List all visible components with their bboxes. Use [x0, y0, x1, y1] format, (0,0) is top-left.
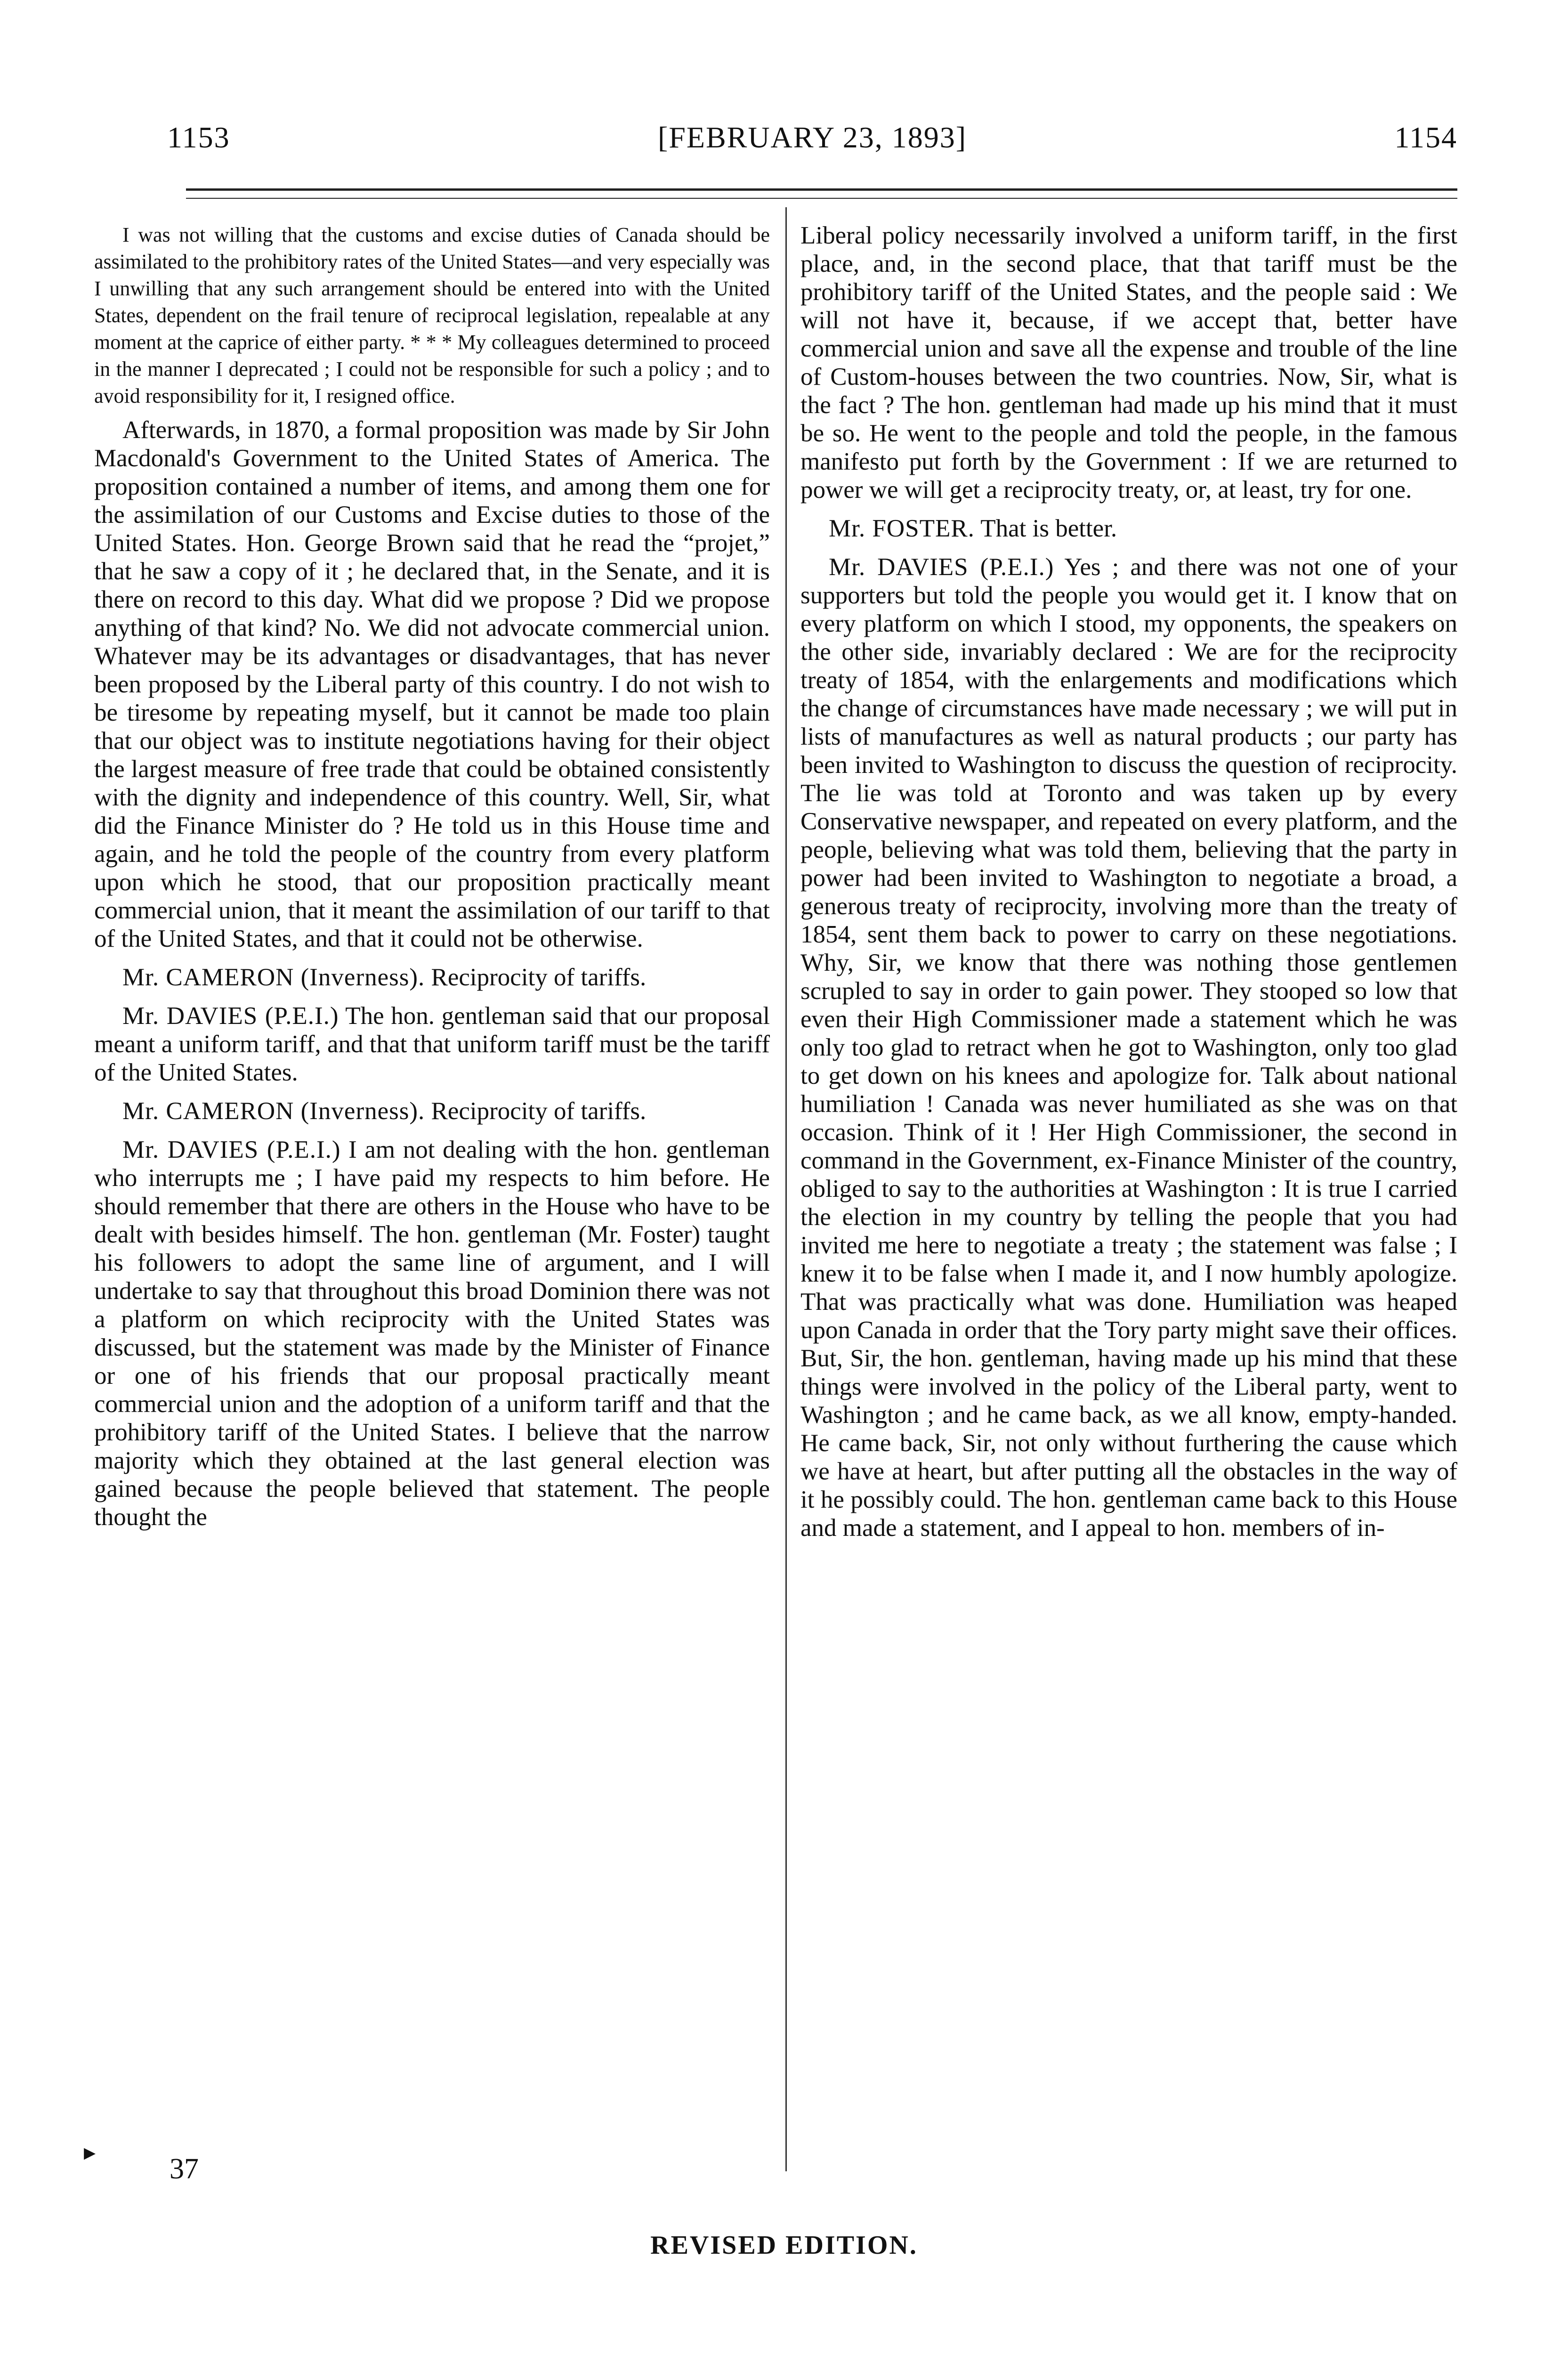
speech-text: Reciprocity of tariffs. — [431, 964, 647, 991]
right-column — [800, 221, 1457, 1552]
header-date: [FEBRUARY 23, 1893] — [657, 121, 967, 154]
speech — [94, 1136, 770, 1531]
paragraph: Afterwards, in 1870, a formal proposition was made by Sir John Macdonald's Government to the United States of America. The proposition contained a number of items, and among them one for the assimilation of our Customs and Excise duties to those of the United States. Hon. George Brown said that he read the “projet,” that he saw a copy of it ; he declared that, in the Senate, and it is there on record to this day. What did we propose ? Did we propose anything of that kind? No. We did not advocate commercial union. Whatever may be its advantages or disadvantages, that has never been proposed by the Liberal party of this country. I do not wish to be tiresome by repeating myself, but it cannot be made too plain that our object was to institute negotiations having for their object the largest measure of free trade that could be obtained consistently with the dignity and independence of this country. Well, Sir, what did the Finance Minister do ? He told us in this House time and again, and he told the people of the country from every platform upon which he stood, that our proposition practically meant commercial union, that it meant the assimilation of our tariff to that of the United States, and that it could not be otherwise. — [94, 416, 770, 952]
speech — [94, 1002, 770, 1087]
header-rule-thick — [186, 188, 1457, 191]
speech-text: Yes ; and there was not one of your supporters but told the people you would get it. I know that on every platform on which I stood, my opponents, the speakers on the other side, invariably declared : We are for the reciprocity treaty of 1854, with the enlargements and modifications which the change of circumstances have made necessary ; we will put in lists of manufactures as well as natural products ; our party has been invited to Washington to discuss the question of reciprocity. The lie was told at Toronto and was taken up by every Conservative newspaper, and repeated on every platform, and the people, believing what was told them, believing that the party in power had been invited to Washington to negotiate a broad, a generous treaty of reciprocity, involving more than the treaty of 1854, sent them back to power to carry on these negotiations. Why, Sir, we know that there was nothing those gentlemen scrupled to say in order to gain power. They stooped so low that even their High Commissioner made a statement which he was only too glad to retract when he got to Washington, only too glad to get down on his knees and apologize for. Talk about national humiliation ! Canada was never humiliated as she was on that occasion. Think of it ! Her High Commissioner, the second in command in the Government, ex-Finance Minister of the country, obliged to say to the authorities at Washington : It is true I carried the election in my country by telling the people that you had invited me here to negotiate a treaty ; the statement was false ; I knew it to be false when I made it, and I now humbly apologize. That was practically what was done. Humiliation was heaped upon Canada in order that the Tory party might save their offices. But, Sir, the hon. gentleman, having made up his mind that these things were involved in the policy of the Liberal party, went to Washington ; and he came back, as we all know, empty-handed. He came back, Sir, not only without furthering the cause which we have at heart, but after putting all the obstacles in the way of it he possibly could. The hon. gentleman came back to this House and made a statement, and I appeal to hon. members of in- — [800, 553, 1457, 1542]
speaker-name: Mr. CAMERON (Inverness). — [122, 964, 425, 991]
speech-text: Reciprocity of tariffs. — [431, 1097, 647, 1125]
speaker-name: Mr. DAVIES (P.E.I.) — [829, 553, 1054, 581]
page-number-left: 1153 — [167, 121, 230, 154]
column-divider — [785, 207, 787, 2171]
speech — [800, 514, 1457, 543]
edition-label: REVISED EDITION. — [650, 2231, 918, 2260]
speech — [800, 553, 1457, 1542]
left-column — [94, 221, 770, 1542]
page-header — [167, 120, 1457, 162]
page-number-right: 1154 — [1394, 121, 1457, 154]
page-signature: 37 — [170, 2153, 199, 2185]
header-rule-thin — [186, 198, 1457, 199]
speaker-name: Mr. CAMERON (Inverness). — [122, 1097, 425, 1125]
quoted-passage: I was not willing that the customs and excise duties of Canada should be assimilated to the prohibitory rates of the United States—and very especially was I unwilling that any such arrangement should be entered into with the United States, dependent on the frail tenure of reciprocal legislation, repealable at any moment at the caprice of either party. * * * My colleagues determined to proceed in the manner I deprecated ; I could not be responsible for such a policy ; and to avoid responsibility for it, I resigned office. — [94, 223, 770, 407]
speaker-name: Mr. DAVIES (P.E.I.) — [122, 1136, 341, 1163]
speech — [94, 1097, 770, 1125]
speech-text: That is better. — [980, 515, 1117, 542]
speaker-name: Mr. FOSTER. — [829, 515, 975, 542]
paragraph: Liberal policy necessarily involved a uniform tariff, in the first place, and, in the second place, that that tariff must be the prohibitory tariff of the United States, and the people said : We will not have it, because, if we accept that, better have commercial union and save all the expense and trouble of the line of Custom-houses between the two countries. Now, Sir, what is the fact ? The hon. gentleman had made up his mind that it must be so. He went to the people and told the people, in the famous manifesto put forth by the Government : If we are returned to power we will get a reciprocity treaty, or, at least, try for one. — [800, 222, 1457, 503]
speech-text: The hon. gentleman said that our proposal meant a uniform tariff, and that that uniform tariff must be the tariff of the United States. — [94, 1002, 770, 1086]
speech-text: I am not dealing with the hon. gentleman who interrupts me ; I have paid my respects to him before. He should remember that there are others in the House who have to be dealt with besides himself. The hon. gentleman (Mr. Foster) taught his followers to adopt the same line of argument, and I will undertake to say that throughout this broad Dominion there was not a platform on which reciprocity with the United States was discussed, but the statement was made by the Minister of Finance or one of his friends that our proposal practically meant commercial union and the adoption of a uniform tariff and that the prohibitory tariff of the United States. I believe that the narrow majority which they obtained at the last general election was gained because the people believed that statement. The people thought the — [94, 1136, 770, 1531]
speaker-name: Mr. DAVIES (P.E.I.) — [122, 1002, 339, 1030]
margin-mark-icon: ▸ — [84, 2139, 96, 2165]
speech — [94, 963, 770, 991]
